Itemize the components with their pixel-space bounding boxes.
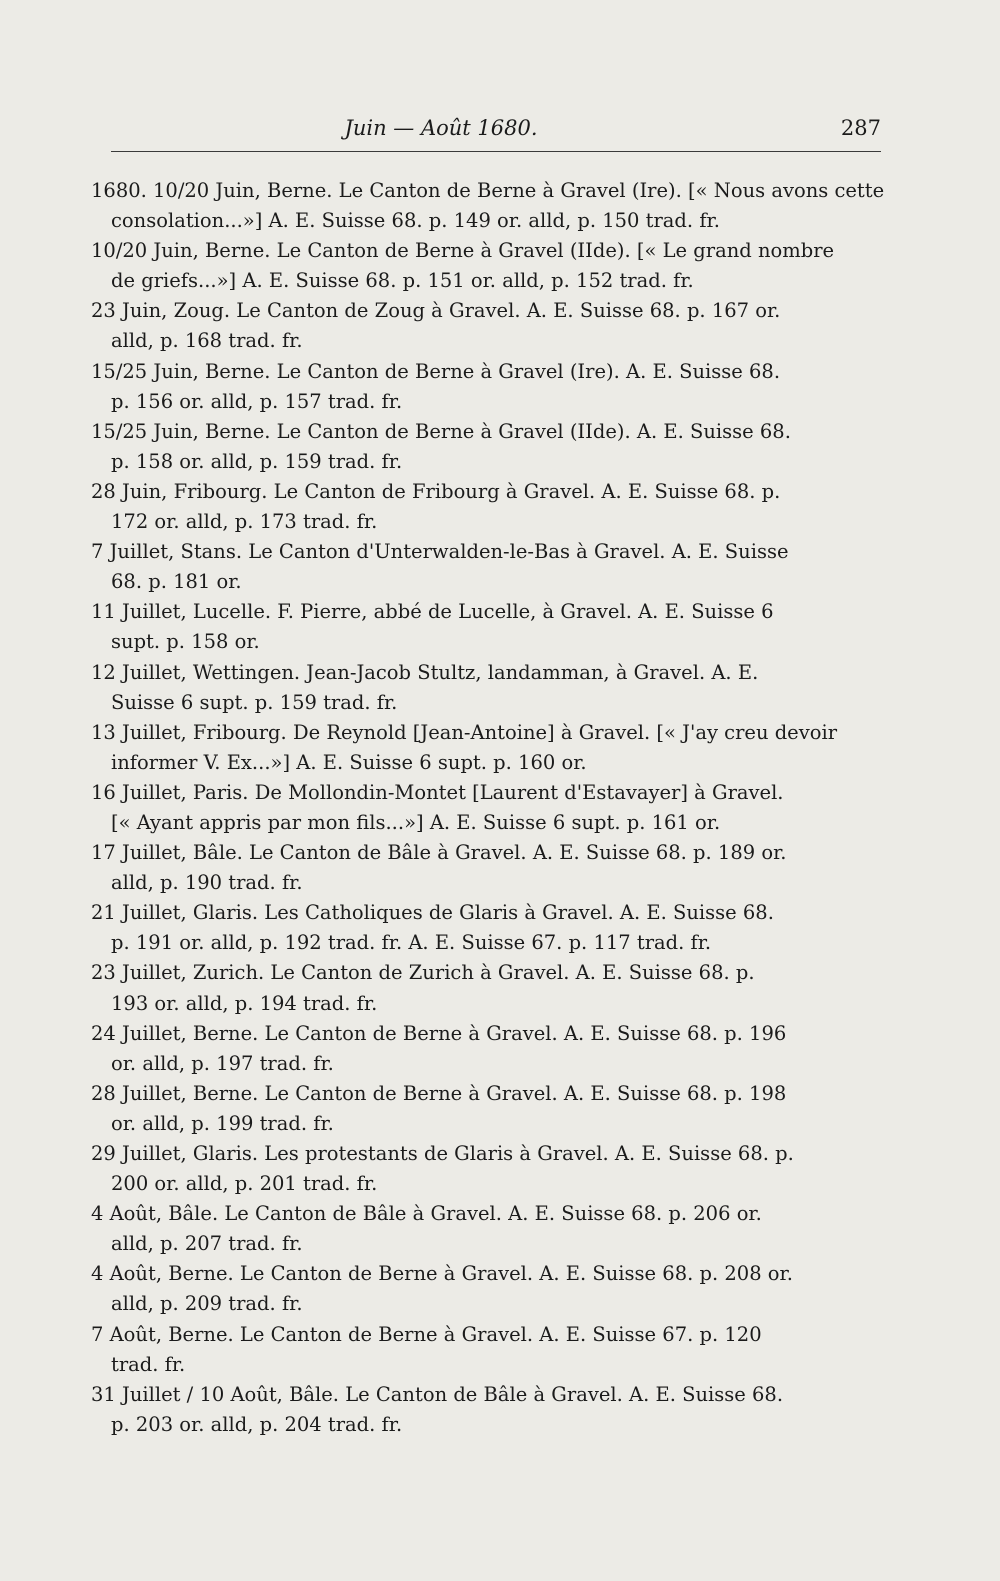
archive-entry (91, 778, 881, 838)
entry-line-first: 15/25 Juin, Berne. Le Canton de Berne à Gravel (Ire). A. E. Suisse 68. (91, 359, 781, 383)
entry-line-continuation: trad. fr. (111, 1352, 186, 1376)
entry-line-first: 10/20 Juin, Berne. Le Canton de Berne à Gravel (IIde). [« Le grand nombre (91, 239, 835, 263)
archive-entry (91, 357, 881, 417)
entry-line-continuation: p. 203 or. alld, p. 204 trad. fr. (111, 1412, 403, 1436)
entry-line-continuation: p. 156 or. alld, p. 157 trad. fr. (111, 389, 403, 413)
archive-entry (91, 417, 881, 477)
entry-line-continuation: de griefs...»] A. E. Suisse 68. p. 151 or. alld, p. 152 trad. fr. (111, 269, 694, 293)
entry-line-first: 4 Août, Berne. Le Canton de Berne à Gravel. A. E. Suisse 68. p. 208 or. (91, 1262, 793, 1286)
entry-line-first: 28 Juin, Fribourg. Le Canton de Fribourg à Gravel. A. E. Suisse 68. p. (91, 479, 781, 503)
entry-line-first: 23 Juillet, Zurich. Le Canton de Zurich à Gravel. A. E. Suisse 68. p. (91, 961, 755, 985)
entry-line-first: 13 Juillet, Fribourg. De Reynold [Jean-Antoine] à Gravel. [« J'ay creu devoir (91, 720, 838, 744)
entry-line-first: 28 Juillet, Berne. Le Canton de Berne à Gravel. A. E. Suisse 68. p. 198 (91, 1081, 787, 1105)
archive-entry (91, 176, 885, 236)
entry-line-continuation: [« Ayant appris par mon fils...»] A. E. Suisse 6 supt. p. 161 or. (111, 810, 721, 834)
entry-line-continuation: alld, p. 207 trad. fr. (111, 1232, 303, 1256)
running-title: Juin — Août 1680. (344, 116, 538, 140)
entry-line-first: 17 Juillet, Bâle. Le Canton de Bâle à Gravel. A. E. Suisse 68. p. 189 or. (91, 841, 787, 865)
archive-entry (91, 537, 881, 597)
entry-line-continuation: or. alld, p. 199 trad. fr. (111, 1111, 334, 1135)
archive-entry (91, 1199, 881, 1259)
entry-line-first: 12 Juillet, Wettingen. Jean-Jacob Stultz, landamman, à Gravel. A. E. (91, 660, 759, 684)
archive-entry (91, 718, 881, 778)
archive-entry (91, 1079, 881, 1139)
entry-line-first: 1680. 10/20 Juin, Berne. Le Canton de Berne à Gravel (Ire). [« Nous avons cette (91, 179, 885, 202)
archive-entry (91, 597, 881, 657)
entry-line-continuation: supt. p. 158 or. (111, 630, 260, 654)
entry-line-first: 29 Juillet, Glaris. Les protestants de Glaris à Gravel. A. E. Suisse 68. p. (91, 1142, 794, 1165)
entry-line-continuation: consolation...»] A. E. Suisse 68. p. 149 or. alld, p. 150 trad. fr. (111, 209, 720, 233)
archive-entry (91, 658, 881, 718)
entry-line-first: 7 Juillet, Stans. Le Canton d'Unterwalden-le-Bas à Gravel. A. E. Suisse (91, 540, 789, 564)
entry-line-continuation: 68. p. 181 or. (111, 570, 242, 594)
entry-line-continuation: p. 191 or. alld, p. 192 trad. fr. A. E. Suisse 67. p. 117 trad. fr. (111, 931, 712, 955)
archive-entry (91, 1139, 881, 1199)
archive-entry (91, 1320, 881, 1380)
entry-line-continuation: 172 or. alld, p. 173 trad. fr. (111, 510, 378, 534)
entry-line-continuation: 193 or. alld, p. 194 trad. fr. (111, 991, 378, 1015)
entry-line-first: 24 Juillet, Berne. Le Canton de Berne à Gravel. A. E. Suisse 68. p. 196 (91, 1021, 787, 1045)
entry-line-first: 11 Juillet, Lucelle. F. Pierre, abbé de Lucelle, à Gravel. A. E. Suisse 6 (91, 600, 774, 624)
archive-entry (91, 898, 881, 958)
entry-line-continuation: 200 or. alld, p. 201 trad. fr. (111, 1172, 378, 1196)
entry-line-first: 4 Août, Bâle. Le Canton de Bâle à Gravel. A. E. Suisse 68. p. 206 or. (91, 1202, 762, 1226)
page-number: 287 (840, 116, 881, 140)
entry-line-continuation: alld, p. 209 trad. fr. (111, 1292, 303, 1316)
archive-entry (91, 296, 881, 356)
header-rule (111, 151, 881, 152)
archive-entry (91, 1259, 881, 1319)
archive-entry (91, 1019, 881, 1079)
entry-line-continuation: or. alld, p. 197 trad. fr. (111, 1051, 334, 1075)
entry-line-first: 15/25 Juin, Berne. Le Canton de Berne à Gravel (IIde). A. E. Suisse 68. (91, 419, 791, 443)
archive-entry (91, 477, 881, 537)
entry-list (91, 176, 885, 1440)
entry-line-continuation: alld, p. 190 trad. fr. (111, 871, 303, 895)
entry-line-first: 23 Juin, Zoug. Le Canton de Zoug à Gravel. A. E. Suisse 68. p. 167 or. (91, 299, 781, 323)
entry-line-continuation: p. 158 or. alld, p. 159 trad. fr. (111, 449, 403, 473)
running-head (111, 116, 881, 146)
entry-line-first: 21 Juillet, Glaris. Les Catholiques de Glaris à Gravel. A. E. Suisse 68. (91, 901, 774, 925)
entry-line-continuation: alld, p. 168 trad. fr. (111, 329, 303, 353)
entry-line-continuation: informer V. Ex...»] A. E. Suisse 6 supt. p. 160 or. (111, 750, 587, 774)
archive-entry (91, 236, 881, 296)
entry-line-first: 16 Juillet, Paris. De Mollondin-Montet [Laurent d'Estavayer] à Gravel. (91, 780, 784, 804)
entry-line-continuation: Suisse 6 supt. p. 159 trad. fr. (111, 690, 398, 714)
entry-line-first: 7 Août, Berne. Le Canton de Berne à Gravel. A. E. Suisse 67. p. 120 (91, 1322, 762, 1346)
entry-line-first: 31 Juillet / 10 Août, Bâle. Le Canton de Bâle à Gravel. A. E. Suisse 68. (91, 1382, 784, 1406)
archive-entry (91, 1380, 881, 1440)
archive-entry (91, 838, 881, 898)
archive-entry (91, 958, 881, 1018)
